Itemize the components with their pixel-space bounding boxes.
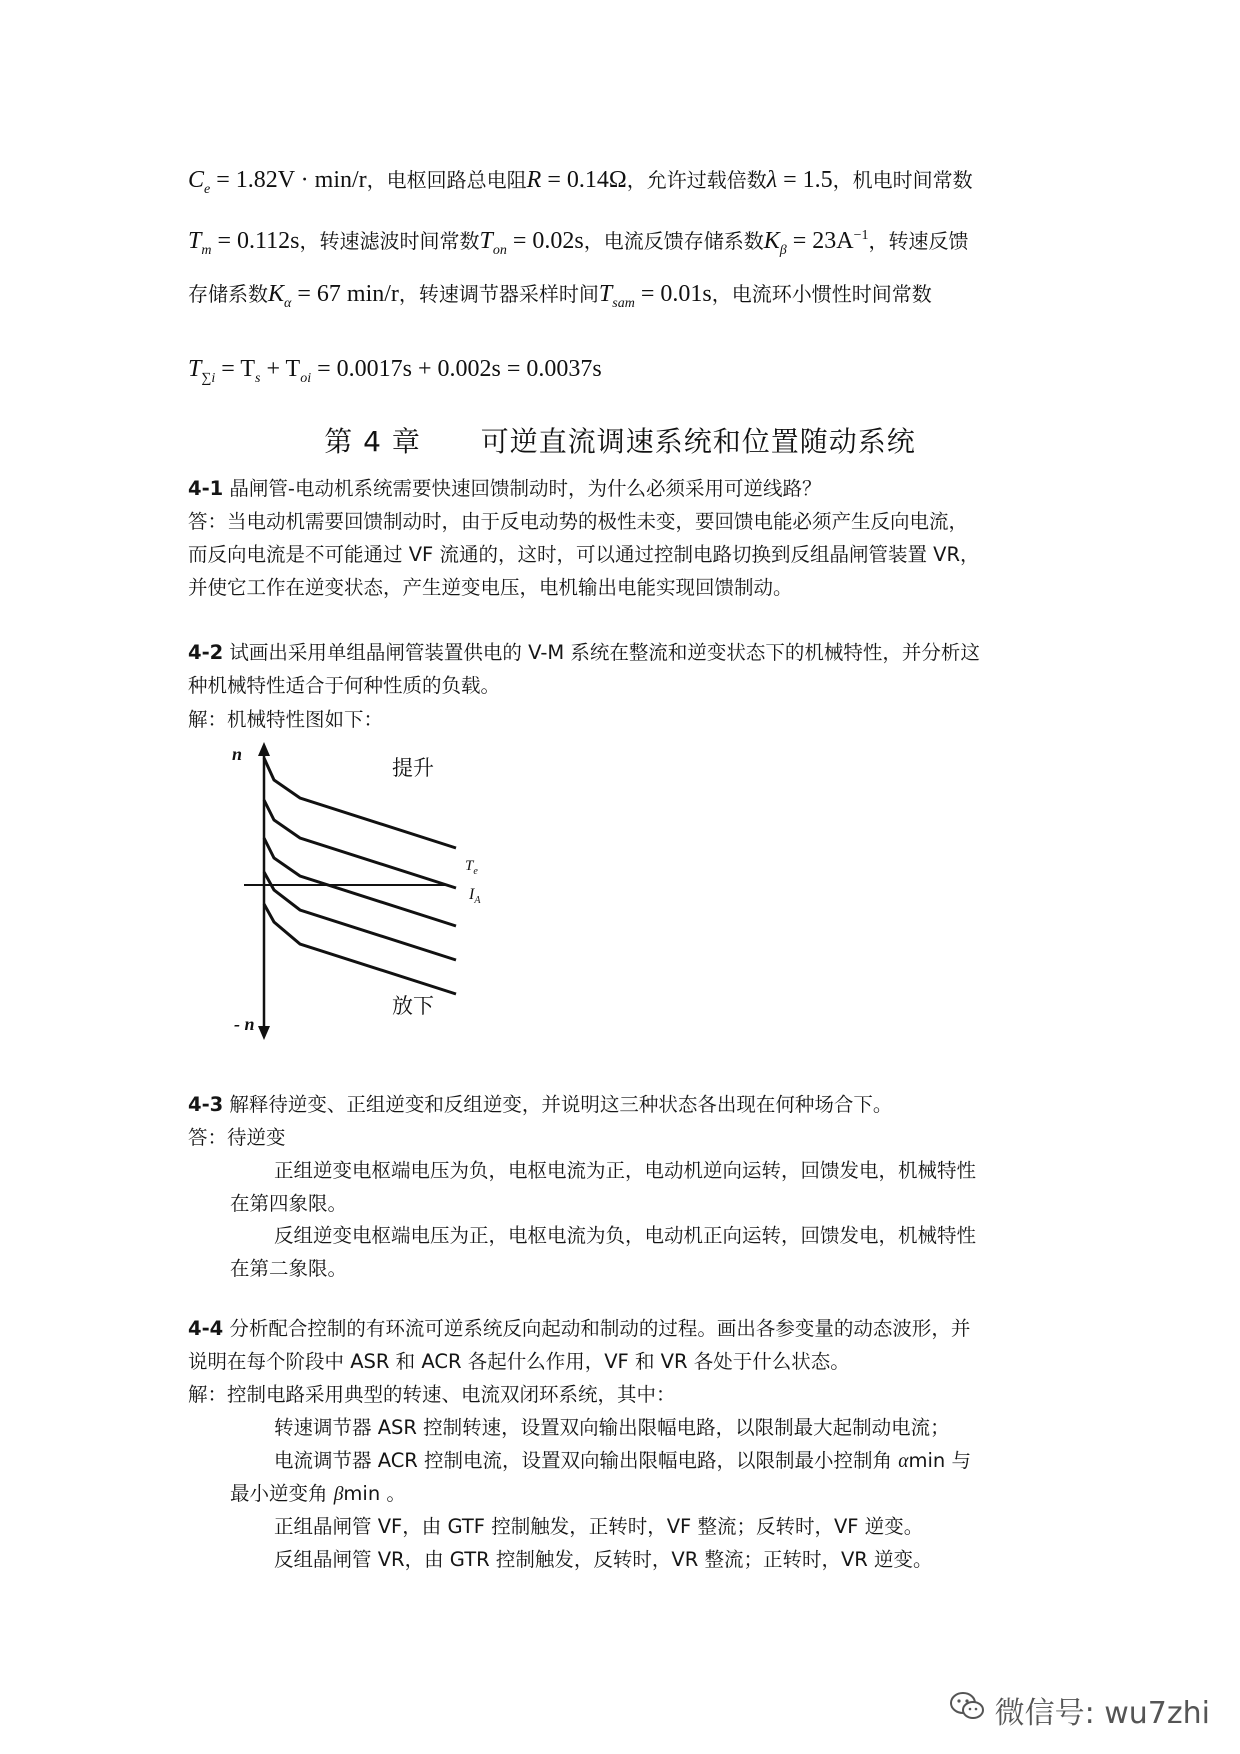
figure-label-lift: 提升 bbox=[392, 756, 434, 780]
q41-answer-line: 并使它工作在逆变状态，产生逆变电压，电机输出电能实现回馈制动。 bbox=[188, 576, 793, 599]
q41-answer-line: 答：当电动机需要回馈制动时，由于反电动势的极性未变，要回馈电能必须产生反向电流， bbox=[188, 510, 969, 533]
symbol-ce: C bbox=[188, 167, 205, 193]
q44-answer-line: 解：控制电路采用典型的转速、电流双闭环系统，其中： bbox=[188, 1383, 676, 1406]
q42-answer: 解：机械特性图如下： bbox=[188, 708, 384, 731]
figure-svg bbox=[230, 740, 490, 1040]
formula-line-2: $T_m = 0.112s$，转速滤波时间常数$T_{on} = 0.02s$，电流反馈存储系数$K_\beta = 23A^{-1}$，转速反馈 bbox=[188, 228, 969, 258]
q43-question: 4-3 解释待逆变、正组逆变和反组逆变，并说明这三种状态各出现在何种场合下。 bbox=[188, 1093, 893, 1116]
q42-question: 4-2 试画出采用单组晶闸管装置供电的 V-M 系统在整流和逆变状态下的机械特性，并分析这 bbox=[188, 641, 980, 664]
chapter-title: 可逆直流调速系统和位置随动系统 bbox=[480, 425, 916, 458]
y-axis-top-label: n bbox=[232, 744, 243, 764]
x-axis-label-ia: $I_A$ bbox=[469, 886, 481, 907]
y-axis-arrow-up bbox=[258, 742, 270, 756]
wechat-icon bbox=[949, 1691, 985, 1729]
y-axis-arrow-down bbox=[258, 1026, 270, 1040]
q44-question: 4-4 分析配合控制的有环流可逆系统反向起动和制动的过程。画出各参变量的动态波形，并 bbox=[188, 1317, 971, 1340]
q44-answer-line: 正组晶闸管 VF，由 GTF 控制触发，正转时，VF 整流；反转时，VF 逆变。 bbox=[274, 1515, 924, 1538]
x-axis-label-te: $T_e$ bbox=[465, 858, 478, 877]
figure-label-lower: 放下 bbox=[392, 994, 434, 1018]
watermark bbox=[949, 1688, 1210, 1732]
formula-line-4: $T_{\sum i} = T_s + T_{oi} = 0.0017s + 0.002s = 0.0037s$ bbox=[188, 356, 602, 386]
q41-answer-line: 而反向电流是不可能通过 VF 流通的，这时，可以通过控制电路切换到反组晶闸管装置 VR， bbox=[188, 543, 980, 566]
formula-line-3: 存储系数$K_\alpha = 67$ min/r，转速调节器采样时间$T_{sam} = 0.01s$，电流环小惯性时间常数 bbox=[188, 281, 932, 311]
chapter-heading bbox=[0, 420, 1240, 460]
q44-answer-line: 最小逆变角 βmin 。 bbox=[230, 1482, 406, 1505]
y-axis-bottom-label: - n bbox=[234, 1014, 255, 1034]
characteristic-curve bbox=[264, 800, 456, 888]
q43-answer-line: 正组逆变电枢端电压为负，电枢电流为正，电动机逆向运转，回馈发电，机械特性 bbox=[274, 1159, 977, 1182]
q43-answer-line: 答：待逆变 bbox=[188, 1126, 286, 1149]
mechanical-characteristic-figure bbox=[230, 740, 490, 1040]
q44-question-cont: 说明在每个阶段中 ASR 和 ACR 各起什么作用，VF 和 VR 各处于什么状态。 bbox=[188, 1350, 850, 1373]
q43-answer-line: 在第四象限。 bbox=[230, 1192, 348, 1215]
q43-answer-line: 在第二象限。 bbox=[230, 1257, 348, 1280]
q44-answer-line: 转速调节器 ASR 控制转速，设置双向输出限幅电路，以限制最大起制动电流； bbox=[274, 1416, 950, 1439]
q44-answer-line: 电流调节器 ACR 控制电流，设置双向输出限幅电路，以限制最小控制角 αmin 与 bbox=[274, 1449, 971, 1472]
q44-answer-line: 反组晶闸管 VR，由 GTR 控制触发，反转时，VR 整流；正转时，VR 逆变。 bbox=[274, 1548, 933, 1571]
formula-line-1: $C_e = 1.82V \cdot \min/r$，电枢回路总电阻R = 0.14Ω，允许过载倍数λ = 1.5，机电时间常数 bbox=[188, 167, 973, 197]
q42-question-cont: 种机械特性适合于何种性质的负载。 bbox=[188, 674, 501, 697]
q41-question: 4-1 晶闸管-电动机系统需要快速回馈制动时，为什么必须采用可逆线路？ bbox=[188, 477, 822, 500]
watermark-text: 微信号: wu7zhi bbox=[994, 1696, 1210, 1731]
q43-answer-line: 反组逆变电枢端电压为正，电枢电流为负，电动机正向运转，回馈发电，机械特性 bbox=[274, 1224, 977, 1247]
characteristic-curve bbox=[264, 838, 456, 926]
chapter-number: 第 4 章 bbox=[324, 425, 421, 458]
